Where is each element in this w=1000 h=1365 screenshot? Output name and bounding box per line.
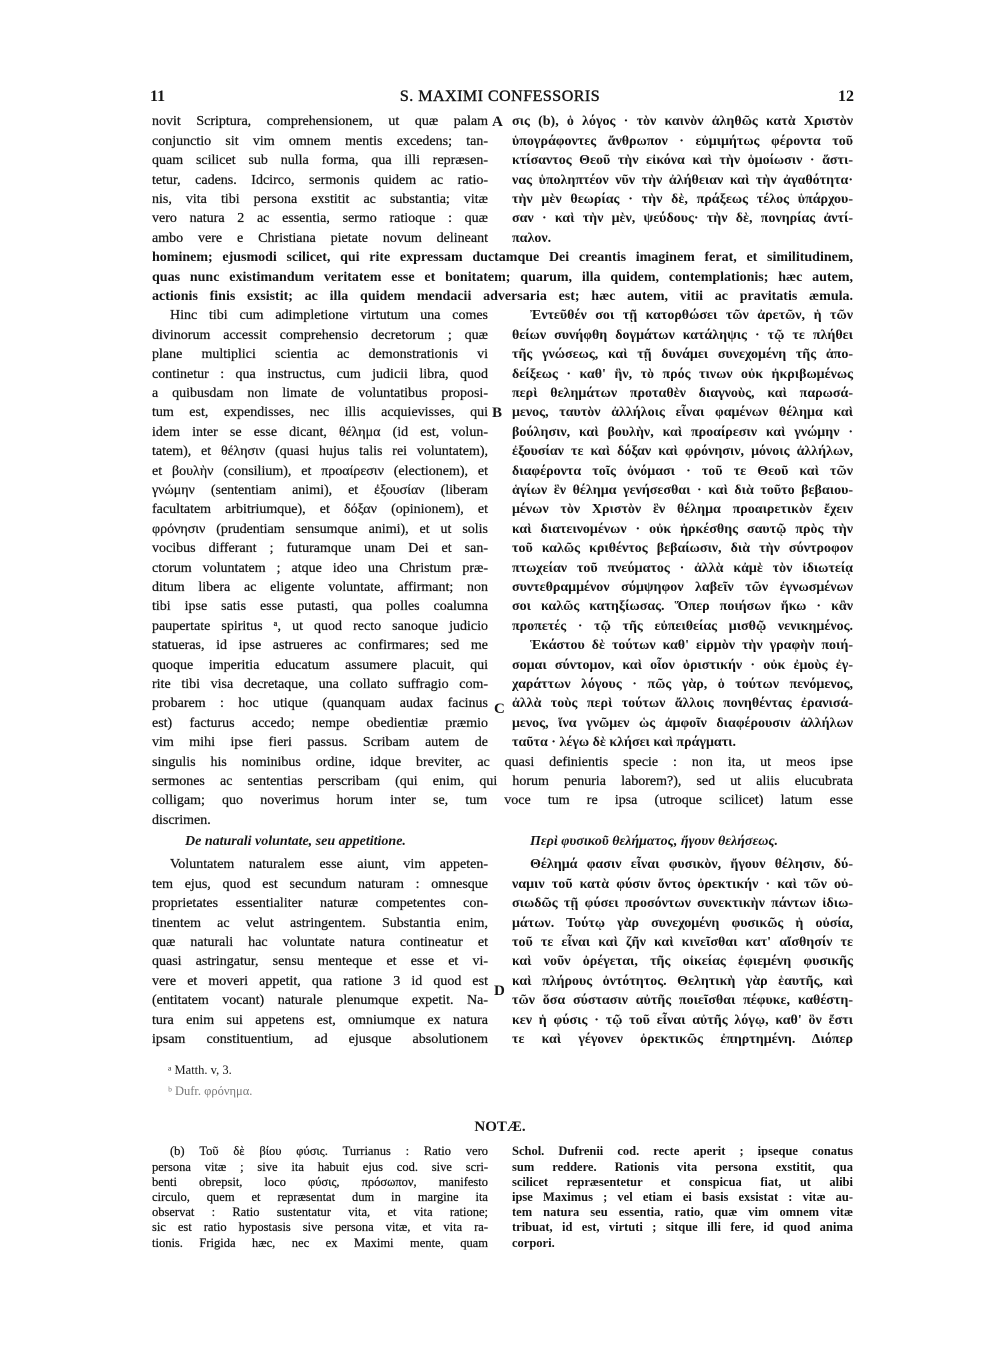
note-line: sic est ratio hypostasis sive persona vitæ, et vita ra- (152, 1220, 488, 1235)
margin-letter-a: A (492, 114, 503, 130)
latin-text-line: quæ naturali hac voluntate natura contineatur et (152, 934, 488, 950)
note-line: sum reddere. Rationis vita persona exstitit, qua (512, 1159, 853, 1174)
footnote-a: ᵃ Matth. v, 3. (168, 1063, 232, 1077)
greek-text-line: τῶν ὅσα σύστασιν αὐτῆς ποιεῖσθαι πέφυκε, καθέστη- (512, 993, 853, 1009)
greek-text-line: μένων τὸν Χριστὸν ἓν θέλημα προαιρετικὸν ἔχειν (512, 502, 853, 518)
latin-text-line: singulis his nominibus ordine, idque breviter, ac quasi definientis specie : non ita, ut meos ipse (152, 754, 853, 770)
latin-text-line: hominem; ejusmodi scilicet, qui rite expressam ductamque Dei creantis imaginem ferat, et similitudinem, (152, 250, 853, 266)
greek-text-line: προπετές · τῷ τῆς εὐπειθείας μισθῷ νενικημένος. (512, 618, 853, 634)
greek-text-line: ἀλλὰ τοὺς περὶ τούτων ἄλλοις πονηθέντας ἐρανισά- (512, 696, 853, 712)
greek-text-line: κτίσαντος Θεοῦ τὴν εἰκόνα καὶ τὴν ὁμοίωσιν · ἅστι- (512, 153, 853, 169)
note-line: tem natura seu essentia, ratio, quæ vim omnem vitæ (512, 1205, 853, 1220)
latin-text-line: est) facturus accedo; nempe obedientiæ præmio (152, 715, 488, 731)
latin-text-line: tum est, expendisses, nec illis acquievisses, qui (152, 405, 488, 421)
latin-text-line: facultatem arbitriumque), et δόξαν (opinionem), et (152, 502, 488, 518)
greek-text-line: ναμιν τοῦ κατὰ φύσιν ὄντος ὀρεκτικήν · καὶ τῶν οὐ- (512, 876, 853, 892)
latin-text-line: quoque imperitia educatum assumere placuit, qui (152, 657, 488, 673)
section-heading-latin: De naturali voluntate, seu appetitione. (185, 834, 406, 849)
greek-text-line: σις (b), ὁ λόγος · τὸν καινὸν ἀληθῶς κατὰ Χριστὸν (512, 114, 853, 130)
note-line: (b) Τοῦ δὲ βίου φύσις. Turrianus : Ratio vero (170, 1144, 488, 1159)
latin-text-line: a quibusdam non limate de voluntatibus proposi- (152, 385, 488, 401)
latin-text-line: actionis finis exsistit; ac illa quidem mendacii adversaria est; hæc autem, vitii ac pravitatis æmula. (152, 288, 853, 304)
greek-text-line: μάτων. Τούτῳ γὰρ συνεχομένη φυσικῶς ἡ οὐσία, (512, 915, 853, 931)
greek-text-line: ἐξουσίαν τε καὶ δόξαν καὶ φρόνησιν, μόνοις ἀλλήλων, (512, 444, 853, 460)
greek-text-line: μενος, ταυτὸν ἀλλήλοις εἶναι φαμένων θέλημα καὶ (512, 405, 853, 421)
latin-text-line: γνώμην (sententiam animi), et ἐξουσίαν (liberam (152, 482, 488, 498)
latin-text-line: conjunctio sit vim omnem mentis excedens; tan- (152, 133, 488, 149)
greek-text-line: συντεθραμμένον σύμψηφον λαβεῖν τῶν ἐγνωσμένων (512, 579, 853, 595)
latin-text-line: Hinc tibi cum adimpletione virtutum una comes (170, 308, 488, 324)
greek-text-line: παλον. (512, 230, 552, 246)
latin-text-line: idem inter se esse dicant, θέλημα (id est, volun- (152, 424, 488, 440)
latin-text-line: rite tibi visa decretaque, una collato suffragio com- (152, 676, 488, 692)
margin-letter-b: B (492, 405, 503, 421)
latin-text-line: discrimen. (152, 812, 211, 828)
latin-text-line: φρόνησιν (prudentiam sensumque animi), et ut solis (152, 521, 488, 537)
latin-text-line: vero natura 2 ac essentia, sermo ratioque : quæ (152, 211, 488, 227)
latin-text-line: quam scilicet sub nulla forma, qua illi repræsen- (152, 153, 488, 169)
note-line: tionis. Frigida hæc, nec ex Maximi mente, quam (152, 1235, 488, 1250)
greek-text-line: μενος, ἵνα γνῶμεν ὡς ἀμφοῖν διαφέρουσιν ἀλλήλων (512, 715, 853, 731)
note-line: Schol. Dufrenii cod. recte aperit ; ipseque conatus (512, 1144, 853, 1159)
latin-text-line: ipsam constituentium, ad ejusque absolutionem (152, 1031, 488, 1047)
latin-text-line: sermones ac sententias perscribam (qui enim, qui horum penuria laborem?), sed ut aliis elucubrata (152, 773, 853, 789)
latin-text-line: divinorum accessit comprehensio decretorum ; quæ (152, 327, 488, 343)
latin-text-line: tetur, cadens. Idcirco, sermonis quidem ac ratio- (152, 172, 488, 188)
greek-text-line: πτωχείαν τοῦ πνεύματος · ἀλλὰ κἀμὲ τὸν ἰδιωτείᾳ (512, 560, 853, 576)
latin-text-line: vim mihi ipse fieri passus. Scribam autem de (152, 735, 488, 751)
latin-text-line: tinentem ac velut astringentem. Substantia enim, (152, 915, 488, 931)
greek-text-line: ὑπογράφοντες ἄνθρωπον · εὐμιμήτως φέροντα τοῦ (512, 133, 853, 149)
greek-text-line: ταῦτα · λέγω δὲ κλήσει καὶ πράγματι. (512, 735, 736, 751)
page-number-right: 12 (838, 88, 854, 105)
latin-text-line: et βουλὴν (consilium), et προαίρεσιν (electionem), et (152, 463, 488, 479)
latin-text-line: quas nunc existimandum veritatem esse et bonitatem; quarum, illa quidem, contemplationis; hæc autem, (152, 269, 853, 285)
latin-text-line: plane multiplici scientia ac demonstrationis vi (152, 347, 488, 363)
greek-text-line: τοῦ τε εἶναι καὶ ζῆν καὶ κινεῖσθαι κατ' αἴσθησίν τε (512, 934, 853, 950)
greek-text-line: νας ὑποληπτέον νῦν τὴν ἀλήθειαν καὶ τὴν ἀγαθότητα· (512, 172, 853, 188)
latin-text-line: tibi ipse satis esse putasti, qua polles coalumna (152, 599, 488, 615)
greek-text-line: θείων συνήφθη δογμάτων κατάληψις · τῷ τε πλήθει (512, 327, 853, 343)
note-line: persona vitæ ; sive ita habuit ejus cod. sive scri- (152, 1159, 488, 1174)
greek-text-line: κεν ἡ φύσις · τῷ τοῦ εἶναι αὐτῆς λόγῳ, καθ' ὃν ἔστι (512, 1012, 853, 1028)
latin-text-line: nis, vita tibi persona exstitit ac substantia; vitæ (152, 191, 488, 207)
greek-text-line: περὶ θελημάτων προταθὲν διαγνοὺς, καὶ παρωσά- (512, 385, 853, 401)
greek-text-line: ἁγίων ἓν θέλημα γενήσεσθαι · καὶ διὰ τοῦτο βεβαιου- (512, 482, 853, 498)
greek-text-line: Ἑκάστου δὲ τούτων καθ' εἱρμὸν τὴν γραφὴν ποιή- (530, 638, 853, 654)
latin-text-line: proprietates essentialiter naturæ competentes con- (152, 896, 488, 912)
note-line: ipse Maximus ; vel etiam ei basis exsistat : vitæ au- (512, 1190, 853, 1204)
latin-text-line: continetur : qua instructus, cum judicii libra, quod (152, 366, 488, 382)
greek-text-line: σαν · καὶ τὴν μὲν, ψεύδους· τὴν δὲ, πονηρίας ἀντί- (512, 211, 853, 227)
latin-text-line: Voluntatem naturalem esse aiunt, vim appeten- (170, 857, 488, 873)
note-line: benti obrepsit, loco φύσις, πρόσωπον, manifesto (152, 1174, 488, 1189)
latin-text-line: probarem : hoc utique (quanquam audax facinus (152, 696, 488, 712)
note-line: circulo, quem et repræsentat dum in margine ita (152, 1190, 488, 1204)
greek-text-line: σοι καλῶς κατηξίωσας. Ὅπερ ποιήσων ἥκω · κἂν (512, 599, 853, 615)
greek-text-line: δείξεως · καθ' ἣν, τὸ πρός τινων οὐκ ἠκριβωμένως (512, 366, 853, 382)
greek-text-line: χαράττων λόγους · πῶς γὰρ, ὁ τούτων πενόμενος, (512, 676, 853, 692)
latin-text-line: ditum libera ac eligente voluntate, affirmant; non (152, 579, 488, 595)
greek-text-line: καὶ πλήρους ὀντότητος. Θελητικὴ γὰρ ἑαυτῆς, καὶ (512, 973, 853, 989)
note-line: observat : Ratio sustentatur vita, et vita ratione; (152, 1205, 488, 1220)
greek-text-line: σιωδῶς τῇ φύσει προσόντων συνεκτικὴν πάντων ἰδιω- (512, 896, 853, 912)
running-title: S. MAXIMI CONFESSORIS (399, 88, 601, 105)
latin-text-line: vocibus differant ; futuramque unam Dei et san- (152, 541, 488, 557)
latin-text-line: tem ejus, quod est secundum naturam : omnesque (152, 876, 488, 892)
page-number-left: 11 (150, 88, 166, 105)
greek-text-line: Θέλημά φασιν εἶναι φυσικὸν, ἤγουν θέλησιν, δύ- (530, 857, 853, 873)
greek-text-line: διαφέροντα τοῖς ὀνόμασι · τοῦ τε Θεοῦ καὶ τῶν (512, 463, 853, 479)
greek-text-line: σομαι σύντομον, καὶ οἷον ὁριστικήν · οὐκ ἐμοὺς ἐγ- (512, 657, 853, 673)
notes-title: NOTÆ. (474, 1119, 526, 1135)
latin-text-line: quasi astringatur, sensu menteque et esse et vi- (152, 954, 488, 970)
greek-text-line: τὴν μὲν θεωρίας · τὴν δὲ, πράξεως τέλος ὑπάρχου- (512, 191, 853, 207)
greek-text-line: καὶ διατεινομένων · οὐκ ἠρκέσθης σαυτῷ πρὸς τὴν (512, 521, 853, 537)
greek-text-line: βούλησιν, καὶ βουλὴν, καὶ προαίρεσιν καὶ γνώμην · (512, 424, 853, 440)
section-heading-greek: Περὶ φυσικοῦ θελήματος, ἤγουν θελήσεως. (530, 834, 779, 849)
latin-text-line: tatem), et θέλησιν (quasi hujus talis rei voluntatem), (152, 444, 488, 460)
latin-text-line: novit Scriptura, comprehensionem, ut quæ palam (152, 114, 488, 130)
latin-text-line: (entitatem vocant) naturale plenumque expetit. Na- (152, 993, 488, 1009)
note-line: corpori. (512, 1235, 555, 1250)
note-line: tribuat, id est, virtuti ; sitque illi fere, id quod anima (512, 1220, 853, 1235)
greek-text-line: τοῦ καλῶς κριθέντος βεβαίωσιν, διὰ τὴν σύντροφον (512, 541, 853, 557)
margin-letter-d: D (494, 983, 505, 999)
footnote-b: ᵇ Dufr. φρόνημα. (168, 1084, 253, 1098)
latin-text-line: vere et moveri appetit, qua ratione 3 id quod est (152, 973, 488, 989)
note-line: scilicet repræsentetur et conspicua fiat, ut alibi (512, 1174, 853, 1189)
greek-text-line: Ἐντεῦθέν σοι τῇ κατορθώσει τῶν ἀρετῶν, ἡ τῶν (530, 308, 853, 324)
greek-text-line: τε καὶ γέγονεν ὀρεκτικῶς ἐπηρτημένη. Διόπερ (512, 1031, 853, 1047)
latin-text-line: ctorum voluntatem ; atque ideo una Christum præ- (152, 560, 488, 576)
greek-text-line: καὶ νοῦν ὀρέγεται, τῆς οἰκείας ἐφιεμένη φυσικῆς (512, 954, 853, 970)
latin-text-line: statueras, id ipse astrueres ac confirmares; sed me (152, 638, 488, 654)
latin-text-line: ambo vere e Christiana pietate novum delineant (152, 230, 488, 246)
latin-text-line: paupertate spiritus ᵃ, ut quod recto sanoque judicio (152, 618, 488, 634)
latin-text-line: colligam; quo noverimus horum inter se, tum voce tum re ipsa (utroque scilicet) latum esse (152, 793, 853, 809)
greek-text-line: τῆς γνώσεως, καὶ τῇ δυνάμει συνεχομένη τῆς ἀπο- (512, 347, 853, 363)
margin-letter-c: C (494, 701, 505, 717)
latin-text-line: tura enim sui appetens est, omniumque ex natura (152, 1012, 488, 1028)
